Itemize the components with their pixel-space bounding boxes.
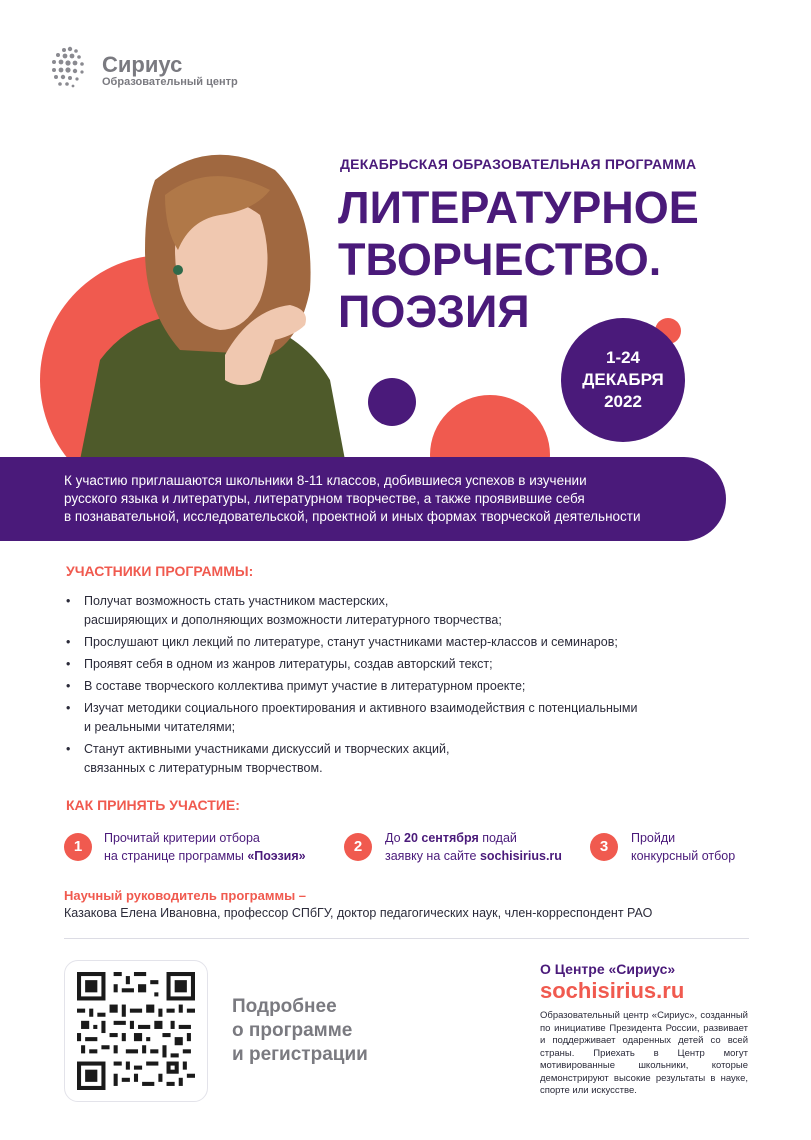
list-item-line: • Прослушают цикл лекций по литературе, станут участниками мастер-классов и семинаров; bbox=[84, 635, 618, 649]
about-text: Образовательный центр «Сириус», созданный по инициативе Президента России, развивает и поддерживает одаренных детей со всей страны. Приехать в Центр могут мотивированные школьники, которые демонстрируют высокие результаты в науке, спорте или искусстве. bbox=[540, 1010, 748, 1096]
step-line: подай bbox=[478, 831, 517, 845]
step-line: Прочитай критерии отбора bbox=[104, 831, 260, 845]
invitation-text bbox=[64, 472, 714, 526]
student-photo bbox=[60, 140, 360, 460]
qr-code-card[interactable] bbox=[64, 960, 208, 1102]
decor-circle-purple-small bbox=[368, 378, 416, 426]
program-title bbox=[338, 182, 699, 338]
banner-line: в познавательной, исследовательской, проектной и иных формах творческой деятельности bbox=[64, 509, 641, 524]
logo-tagline: Образовательный центр bbox=[102, 76, 238, 88]
list-item bbox=[66, 655, 746, 674]
about-site-link[interactable]: sochisirius.ru bbox=[540, 978, 685, 1003]
participants-heading: УЧАСТНИКИ ПРОГРАММЫ: bbox=[66, 563, 254, 579]
date-line: 2022 bbox=[604, 392, 642, 411]
divider bbox=[64, 938, 749, 939]
step-link-program[interactable]: «Поэзия» bbox=[247, 849, 306, 863]
step-deadline: 20 сентября bbox=[404, 831, 479, 845]
program-subtitle: ДЕКАБРЬСКАЯ ОБРАЗОВАТЕЛЬНАЯ ПРОГРАММА bbox=[340, 156, 697, 172]
title-line: ЛИТЕРАТУРНОЕ bbox=[338, 182, 699, 233]
step-link-site[interactable]: sochisirius.ru bbox=[479, 849, 562, 863]
list-item bbox=[66, 740, 746, 778]
list-item bbox=[66, 633, 746, 652]
sirius-logo bbox=[50, 46, 96, 92]
list-item-line: связанных с литературным творчеством. bbox=[84, 761, 323, 775]
step-text bbox=[631, 829, 735, 865]
more-line: Подробнее bbox=[232, 996, 337, 1017]
more-line: и регистрации bbox=[232, 1044, 368, 1065]
banner-line: русского языка и литературы, литературном творчестве, а также проявившие себя bbox=[64, 491, 585, 506]
sirius-dots-icon bbox=[50, 46, 96, 92]
about-heading: О Центре «Сириус» bbox=[540, 961, 676, 977]
supervisor-text: Казакова Елена Ивановна, профессор СПбГУ, доктор педагогических наук, член-корреспондент РАО bbox=[64, 906, 653, 920]
step-line: До bbox=[385, 831, 405, 845]
list-item-line: расширяющих и дополняющих возможности литературного творчества; bbox=[84, 613, 502, 627]
step-text bbox=[385, 829, 562, 865]
list-item bbox=[66, 699, 746, 737]
step-line: заявку на сайте bbox=[385, 849, 480, 863]
logo-name: Сириус bbox=[102, 52, 183, 77]
list-item bbox=[66, 592, 746, 630]
list-item-line: и реальными читателями; bbox=[84, 720, 236, 734]
list-item-line: • Изучат методики социального проектирования и активного взаимодействия с потенциальными bbox=[84, 701, 638, 715]
step-number: 3 bbox=[590, 833, 618, 861]
more-info-text bbox=[232, 995, 368, 1067]
list-item bbox=[66, 677, 746, 696]
qr-code-icon bbox=[77, 972, 195, 1090]
step-number: 1 bbox=[64, 833, 92, 861]
date-line: ДЕКАБРЯ bbox=[582, 370, 664, 389]
more-line: о программе bbox=[232, 1020, 353, 1041]
step-text bbox=[104, 829, 306, 865]
list-item-line: • В составе творческого коллектива примут участие в литературном проекте; bbox=[84, 679, 526, 693]
date-line: 1-24 bbox=[605, 348, 641, 367]
title-line: ТВОРЧЕСТВО. bbox=[338, 234, 662, 285]
how-heading: КАК ПРИНЯТЬ УЧАСТИЕ: bbox=[66, 797, 240, 813]
banner-line: К участию приглашаются школьники 8-11 классов, добившиеся успехов в изучении bbox=[64, 473, 587, 488]
date-badge bbox=[561, 318, 685, 442]
step-line: конкурсный отбор bbox=[631, 849, 736, 863]
step-line: на странице программы bbox=[104, 849, 248, 863]
participants-list bbox=[66, 592, 746, 781]
title-line: ПОЭЗИЯ bbox=[338, 286, 530, 337]
step-line: Пройди bbox=[631, 831, 676, 845]
list-item-line: • Получат возможность стать участником мастерских, bbox=[84, 594, 389, 608]
list-item-line: • Станут активными участниками дискуссий и творческих акций, bbox=[84, 742, 450, 756]
supervisor-label: Научный руководитель программы – bbox=[64, 888, 307, 903]
step-number: 2 bbox=[344, 833, 372, 861]
list-item-line: • Проявят себя в одном из жанров литературы, создав авторский текст; bbox=[84, 657, 493, 671]
